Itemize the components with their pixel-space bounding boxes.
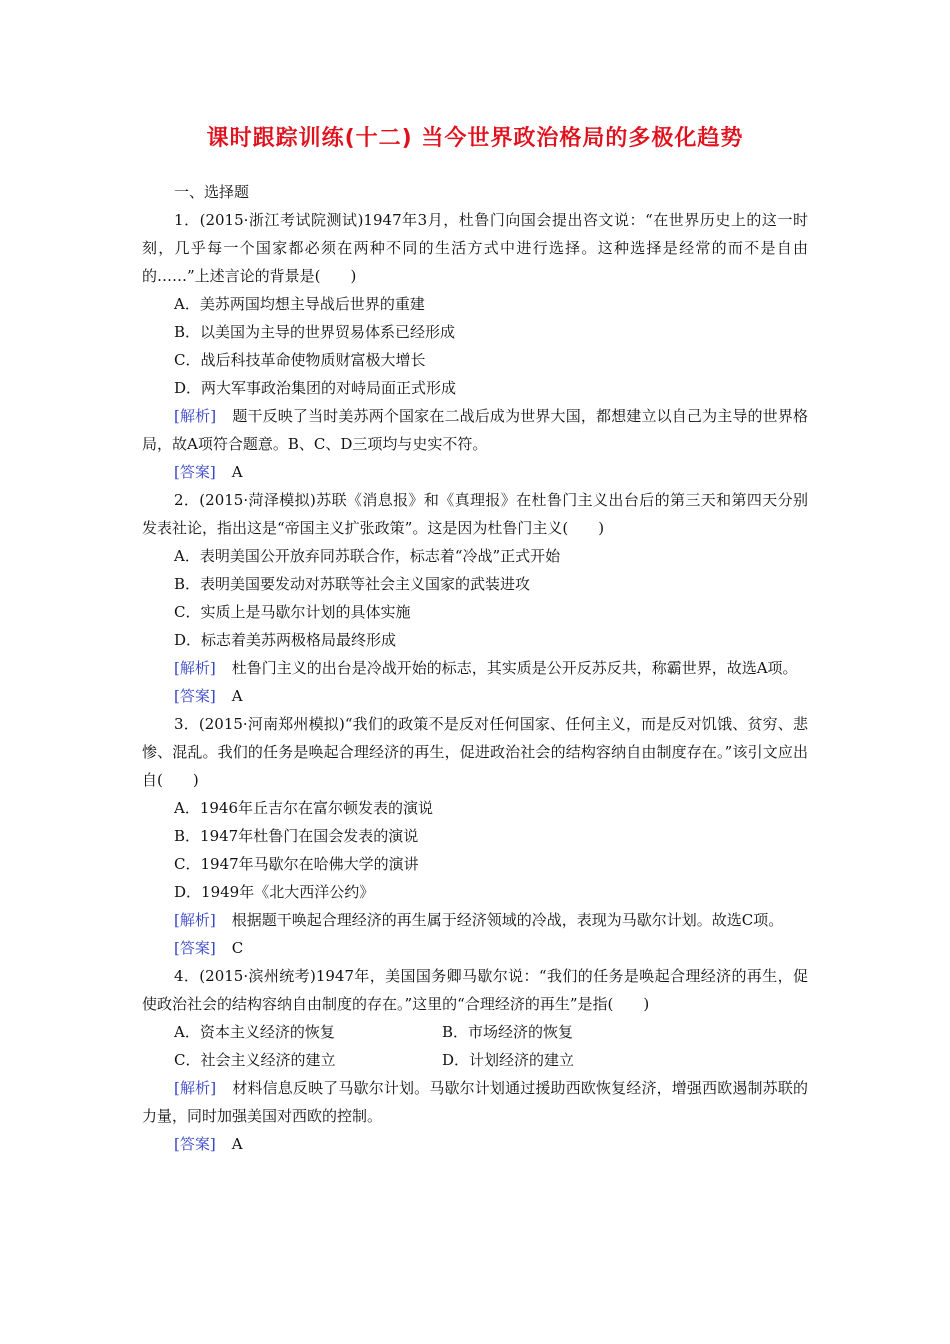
document-body	[142, 178, 808, 1158]
question-1-option-c: C．战后科技革命使物质财富极大增长	[174, 351, 426, 369]
question-4-option-a: A．资本主义经济的恢复	[174, 1023, 335, 1041]
answer-value: A	[231, 687, 243, 705]
section-title: 一、选择题	[174, 183, 250, 201]
question-3-stem: 3．(2015·河南郑州模拟)“我们的政策不是反对任何国家、任何主义，而是反对饥饿、贫穷、悲惨、混乱。我们的任务是唤起合理经济的再生，促进政治社会的结构容纳自由制度存在。”该引文应出自( )	[142, 715, 808, 789]
question-1-option-b: B．以美国为主导的世界贸易体系已经形成	[174, 323, 456, 341]
question-4-stem: 4．(2015·滨州统考)1947年，美国国务卿马歇尔说：“我们的任务是唤起合理经济的再生，促使政治社会的结构容纳自由制度的存在。”这里的“合理经济的再生”是指( )	[142, 967, 808, 1013]
answer-value: C	[231, 939, 244, 957]
analysis-label: [解析]	[174, 407, 217, 425]
analysis-text: 杜鲁门主义的出台是冷战开始的标志，其实质是公开反苏反共，称霸世界，故选A项。	[231, 659, 798, 677]
question-3-analysis	[142, 906, 808, 934]
question-4-options-row-1	[142, 1018, 808, 1046]
answer-label: [答案]	[174, 1135, 216, 1153]
analysis-label: [解析]	[174, 659, 216, 677]
question-2-option-d: D．标志着美苏两极格局最终形成	[174, 631, 397, 649]
question-3-option-d: D．1949年《北大西洋公约》	[174, 883, 375, 901]
question-1-answer	[142, 458, 808, 486]
analysis-label: [解析]	[174, 911, 216, 929]
question-4-option-b: B．市场经济的恢复	[442, 1023, 574, 1041]
question-2-option-a: A．表明美国公开放弃同苏联合作，标志着“冷战”正式开始	[174, 547, 561, 565]
question-2-stem: 2．(2015·菏泽模拟)苏联《消息报》和《真理报》在杜鲁门主义出台后的第三天和第四天分别发表社论，指出这是“帝国主义扩张政策”。这是因为杜鲁门主义( )	[142, 491, 808, 537]
answer-label: [答案]	[174, 939, 216, 957]
question-3-answer	[142, 934, 808, 962]
question-2-analysis	[142, 654, 808, 682]
analysis-text: 根据题干唤起合理经济的再生属于经济领域的冷战，表现为马歇尔计划。故选C项。	[231, 911, 784, 929]
question-3-option-a: A．1946年丘吉尔在富尔顿发表的演说	[174, 799, 434, 817]
question-2-option-c: C．实质上是马歇尔计划的具体实施	[174, 603, 411, 621]
question-2-answer	[142, 682, 808, 710]
question-4-analysis	[142, 1074, 808, 1130]
question-3-option-b: B．1947年杜鲁门在国会发表的演说	[174, 827, 419, 845]
question-1-stem: 1．(2015·浙江考试院测试)1947年3月，杜鲁门向国会提出咨文说：“在世界历史上的这一时刻，几乎每一个国家都必须在两种不同的生活方式中进行选择。这种选择是经常的而不是自由的……”上述言论的背景是( )	[142, 211, 808, 285]
page-title: 课时跟踪训练(十二) 当今世界政治格局的多极化趋势	[206, 126, 744, 151]
question-2-option-b: B．表明美国要发动对苏联等社会主义国家的武装进攻	[174, 575, 531, 593]
question-4-option-c: C．社会主义经济的建立	[174, 1051, 336, 1069]
question-4-options-row-2	[142, 1046, 808, 1074]
answer-value: A	[231, 463, 243, 481]
answer-label: [答案]	[174, 463, 216, 481]
analysis-text: 材料信息反映了马歇尔计划。马歇尔计划通过援助西欧恢复经济，增强西欧遏制苏联的力量，同时加强美国对西欧的控制。	[142, 1079, 808, 1125]
question-1-option-d: D．两大军事政治集团的对峙局面正式形成	[174, 379, 457, 397]
question-1-option-a: A．美苏两国均想主导战后世界的重建	[174, 295, 425, 313]
question-4-option-d: D．计划经济的建立	[442, 1051, 575, 1069]
question-3-option-c: C．1947年马歇尔在哈佛大学的演讲	[174, 855, 419, 873]
analysis-label: [解析]	[174, 1079, 217, 1097]
answer-value: A	[231, 1135, 243, 1153]
question-1-analysis	[142, 402, 808, 458]
question-4-answer	[142, 1130, 808, 1158]
analysis-text: 题干反映了当时美苏两个国家在二战后成为世界大国，都想建立以自己为主导的世界格局，故A项符合题意。B、C、D三项均与史实不符。	[142, 407, 808, 453]
answer-label: [答案]	[174, 687, 216, 705]
